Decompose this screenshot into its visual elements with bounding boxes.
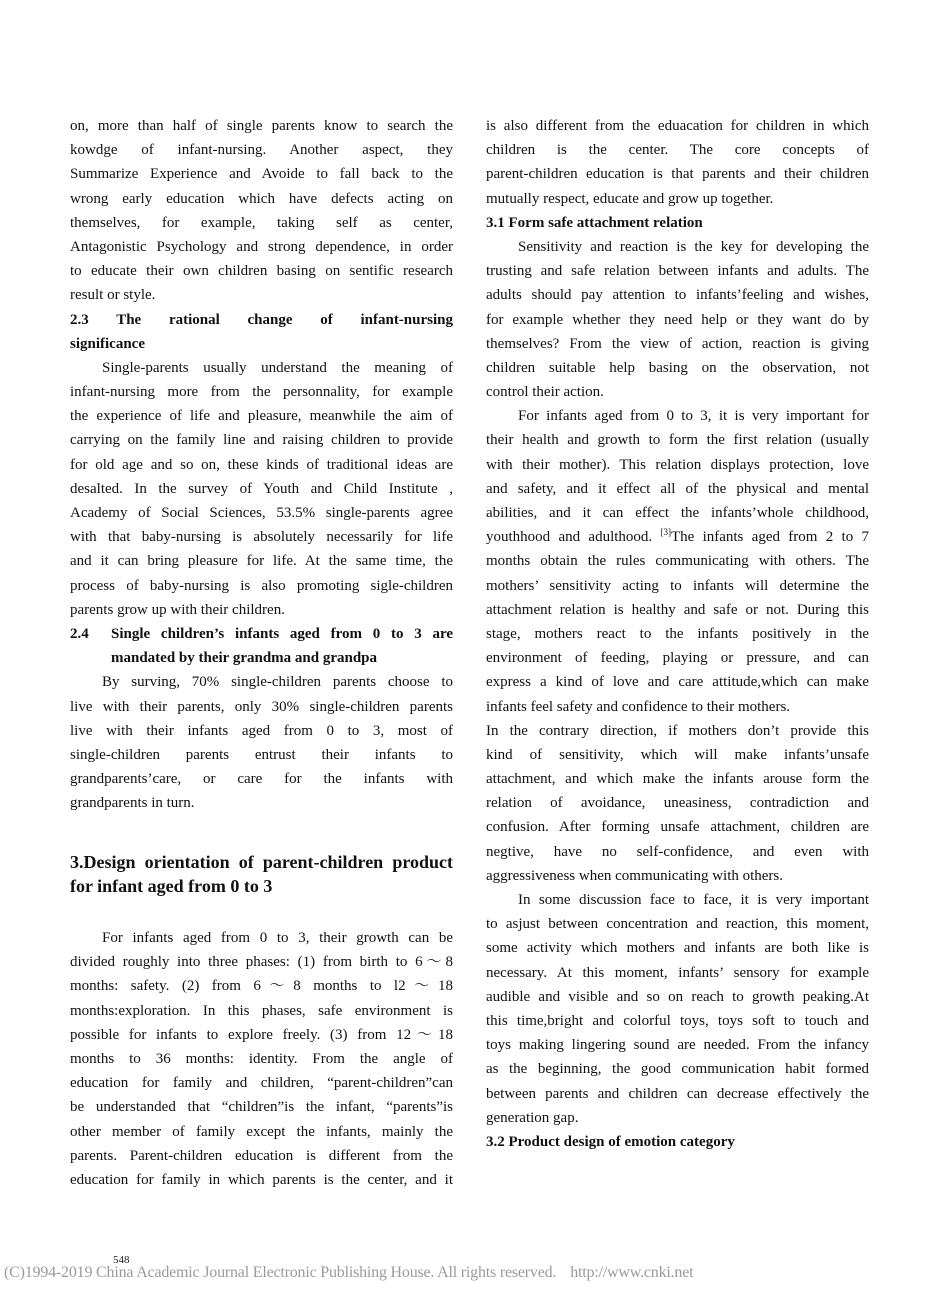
section-heading-3-2	[486, 1130, 869, 1154]
text-line: divided roughly into three phases: (1) from birth to 6～8	[70, 954, 453, 971]
text-line: confusion. After forming unsafe attachment, children are	[486, 819, 869, 836]
text-line: Antagonistic Psychology and strong dependence, in order	[70, 238, 453, 255]
footer-url-link[interactable]: http://www.cnki.net	[570, 1264, 694, 1281]
text-line: desalted. In the survey of Youth and Child Institute ,	[70, 480, 453, 497]
text-line: Summarize Experience and Avoide to fall back to the	[70, 166, 453, 183]
text-line: for example whether they need help or they want do by	[486, 311, 869, 328]
paragraph	[486, 719, 869, 888]
paragraph-continuation	[486, 114, 869, 211]
text-line: live with their infants aged from 0 to 3, most of	[70, 722, 453, 739]
text-line: months: safety. (2) from 6～8 months to l2～18	[70, 978, 453, 995]
text-line: infants feel safety and confidence to their mothers.	[486, 698, 791, 715]
text-line: For infants aged from 0 to 3, their growth can be	[102, 930, 453, 946]
section-heading-3	[70, 850, 453, 898]
footer-copyright	[4, 1264, 693, 1282]
text-line: result or style.	[70, 287, 156, 304]
text-line: attachment, and which make the infants arouse form the	[486, 771, 869, 788]
heading-line: 2.3 The rational change of infant-nursing	[70, 311, 453, 328]
text-line: Academy of Social Sciences, 53.5% single-parents agree	[70, 505, 453, 521]
text-line: themselves? From the view of action, reaction is giving	[486, 335, 869, 352]
text-line: with that baby-nursing is absolutely necessarily for life	[70, 529, 453, 546]
text-line: education for family and children, “parent-children”can	[70, 1075, 453, 1092]
text-line: generation gap.	[486, 1109, 579, 1126]
text-line: themselves, for example, taking self as center,	[70, 214, 453, 231]
text-line: some activity which mothers and infants are both like is	[486, 940, 869, 957]
section-heading-2-3	[70, 308, 453, 356]
text-segment: youthhood and adulthood.	[486, 529, 661, 546]
text-line: aggressiveness when communicating with others.	[486, 867, 784, 884]
heading-line: for infant aged from 0 to 3	[70, 875, 273, 896]
text-line: trusting and safe relation between infants and adults. The	[486, 263, 869, 280]
text-line: wrong early education which have defects acting on	[70, 190, 453, 207]
text-line: In some discussion face to face, it is very important	[518, 892, 869, 908]
heading-number: 2.4	[70, 625, 89, 642]
text-line: and it can bring pleasure for life. At the same time, the	[70, 553, 453, 570]
text-line: other member of family except the infants, mainly the	[70, 1123, 453, 1140]
paragraph	[486, 888, 869, 1130]
paragraph	[486, 404, 869, 718]
text-line: is also different from the eduacation for children in which	[486, 118, 869, 134]
text-line: In the contrary direction, if mothers don’t provide this	[486, 722, 869, 739]
text-line: express a kind of love and care attitude,which can make	[486, 674, 869, 691]
text-line: children is the center. The core concepts of	[486, 142, 869, 159]
paragraph-continuation	[70, 114, 453, 308]
text-line: kowdge of infant-nursing. Another aspect, they	[70, 142, 453, 159]
text-line: process of baby-nursing is also promoting sigle-children	[70, 577, 453, 594]
heading-line: mandated by their grandma and grandpa	[111, 650, 378, 667]
text-line: for old age and so on, these kinds of traditional ideas are	[70, 456, 453, 473]
text-line: mothers’ sensitivity acting to infants will determine the	[486, 577, 869, 594]
text-line-with-citation	[486, 525, 869, 549]
text-line: kind of sensitivity, which will make infants’unsafe	[486, 746, 869, 763]
text-line: By surving, 70% single-children parents choose to	[102, 674, 453, 691]
text-line: grandparents’care, or care for the infants with	[70, 771, 453, 788]
heading-line: 3.Design orientation of parent-children product	[70, 851, 453, 872]
text-line: parent-children education is that parents and their children	[486, 166, 869, 183]
heading-line: 3.1 Form safe attachment relation	[486, 214, 703, 231]
heading-line: Single children’s infants aged from 0 to 3 are	[111, 625, 453, 642]
text-line: Single-parents usually understand the meaning of	[102, 359, 453, 376]
text-line: negtive, have no self-confidence, and even with	[486, 843, 869, 860]
paragraph	[70, 670, 453, 815]
text-line: necessary. At this moment, infants’ sensory for example	[486, 964, 869, 981]
heading-line: 3.2 Product design of emotion category	[486, 1133, 735, 1150]
text-line: the experience of life and pleasure, meanwhile the aim of	[70, 408, 453, 425]
page-number: 548	[113, 1254, 130, 1266]
spacer	[70, 898, 453, 926]
text-line: and safety, and it effect all of the physical and mental	[486, 480, 869, 497]
heading-line: significance	[70, 335, 145, 352]
text-line: as the beginning, the good communication habit formed	[486, 1061, 869, 1078]
text-line: control their action.	[486, 384, 604, 401]
text-line: months:exploration. In this phases, safe environment is	[70, 1002, 453, 1019]
text-line: their health and growth to form the first relation (usually	[486, 432, 869, 449]
text-line: be understanded that “children”is the infant, “parents”is	[70, 1099, 453, 1116]
text-line: education for family in which parents is the center, and it	[70, 1171, 453, 1188]
paragraph	[70, 926, 453, 1192]
text-line: this time,bright and colorful toys, toys soft to touch and	[486, 1012, 869, 1029]
text-line: months to 36 months: identity. From the angle of	[70, 1050, 453, 1067]
text-line: to educate their own children basing on sentific research	[70, 263, 453, 280]
text-line: relation of avoidance, uneasiness, contradiction and	[486, 795, 869, 812]
text-line: carrying on the family line and raising children to provide	[70, 432, 453, 449]
text-line: infant-nursing more from the personnality, for example	[70, 384, 453, 401]
text-line: Sensitivity and reaction is the key for developing the	[518, 238, 869, 255]
text-line: adults should pay attention to infants’feeling and wishes,	[486, 287, 869, 304]
text-segment: The infants aged from 2 to 7	[670, 529, 869, 546]
text-line: single-children parents entrust their infants to	[70, 746, 453, 763]
section-heading-2-4	[70, 622, 453, 670]
text-line: toys making lingering sound are needed. From the infancy	[486, 1037, 869, 1054]
text-line: audible and visible and so on reach to growth peaking.At	[486, 988, 869, 1005]
text-line: attachment relation is healthy and safe or not. During this	[486, 601, 869, 618]
left-column	[70, 114, 453, 1192]
text-line: parents grow up with their children.	[70, 601, 285, 618]
text-line: stage, mothers react to the infants positively in the	[486, 625, 869, 642]
paragraph	[486, 235, 869, 404]
text-line: on, more than half of single parents know to search the	[70, 118, 453, 134]
text-line: between parents and children can decrease effectively the	[486, 1085, 869, 1102]
text-line: environment of feeding, playing or pressure, and can	[486, 650, 869, 667]
text-line: For infants aged from 0 to 3, it is very important for	[518, 408, 869, 425]
paragraph	[70, 356, 453, 622]
section-heading-3-1	[486, 211, 869, 235]
text-line: live with their parents, only 30% single-children parents	[70, 698, 453, 715]
text-line: grandparents in turn.	[70, 795, 195, 812]
citation-ref[interactable]: [3]	[660, 527, 671, 538]
copyright-text: (C)1994-2019 China Academic Journal Electronic Publishing House. All rights reserved.	[4, 1264, 557, 1281]
text-line: to asjust between concentration and reaction, this moment,	[486, 916, 869, 933]
text-line: children suitable help basing on the observation, not	[486, 359, 869, 376]
text-line: with their mother). This relation displays protection, love	[486, 456, 869, 473]
spacer	[70, 815, 453, 839]
text-line: possible for infants to explore freely. (3) from 12～18	[70, 1026, 453, 1043]
text-line: mutually respect, educate and grow up together.	[486, 190, 774, 207]
right-column	[486, 114, 869, 1154]
text-line: abilities, and it can effect the infants’whole childhood,	[486, 505, 869, 521]
text-line: parents. Parent-children education is different from the	[70, 1147, 453, 1164]
text-line: months obtain the rules communicating with others. The	[486, 553, 869, 570]
